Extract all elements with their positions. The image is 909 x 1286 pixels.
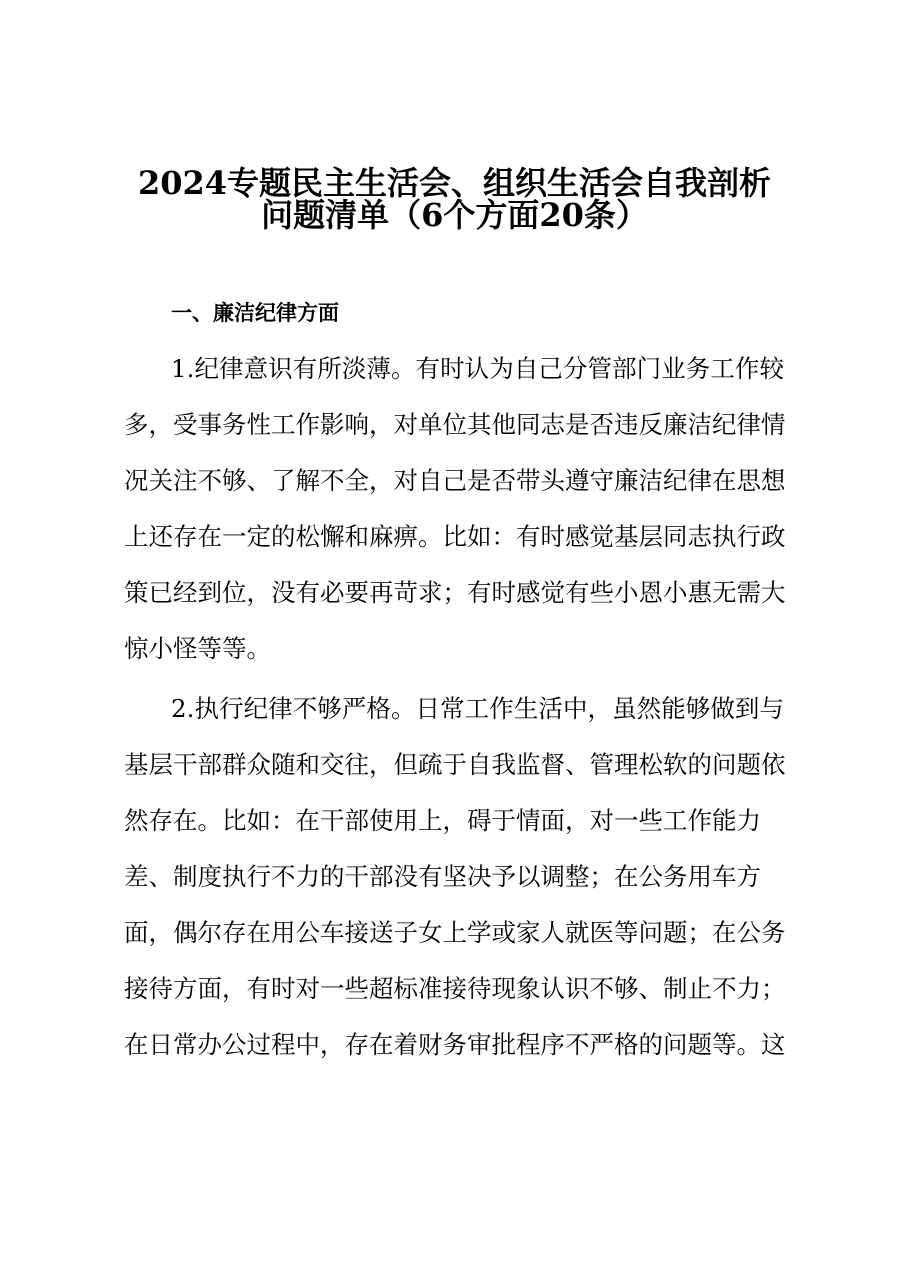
paragraph-line: 然存在。比如：在干部使用上，碍于情面，对一些工作能力 — [124, 806, 761, 835]
paragraph-line: 2.执行纪律不够严格。日常工作生活中，虽然能够做到与 — [171, 694, 784, 723]
paragraph-line: 多，受事务性工作影响，对单位其他同志是否违反廉洁纪律情 — [124, 410, 786, 439]
paragraph-line: 惊小怪等等。 — [124, 634, 271, 663]
document-title-line-1: 2024专题民主生活会、组织生活会自我剖析 — [137, 164, 772, 202]
paragraph-line: 况关注不够、了解不全，对自己是否带头遵守廉洁纪律在思想 — [124, 466, 786, 495]
paragraph-line: 差、制度执行不力的干部没有坚决予以调整；在公务用车方 — [124, 862, 761, 891]
paragraph-line: 上还存在一定的松懈和麻痹。比如：有时感觉基层同志执行政 — [124, 522, 786, 551]
section-heading: 一、廉洁纪律方面 — [171, 301, 339, 325]
paragraph-line: 接待方面，有时对一些超标准接待现象认识不够、制止不力； — [124, 974, 786, 1003]
paragraph-line: 1.纪律意识有所淡薄。有时认为自己分管部门业务工作较 — [171, 354, 784, 383]
paragraph-line: 面，偶尔存在用公车接送子女上学或家人就医等问题；在公务 — [124, 918, 786, 947]
paragraph-line: 策已经到位，没有必要再苛求；有时感觉有些小恩小惠无需大 — [124, 578, 786, 607]
document-title-line-2: 问题清单（6个方面20条） — [261, 196, 648, 234]
paragraph-line: 基层干部群众随和交往，但疏于自我监督、管理松软的问题依 — [124, 750, 786, 779]
paragraph-line: 在日常办公过程中，存在着财务审批程序不严格的问题等。这 — [124, 1030, 786, 1059]
